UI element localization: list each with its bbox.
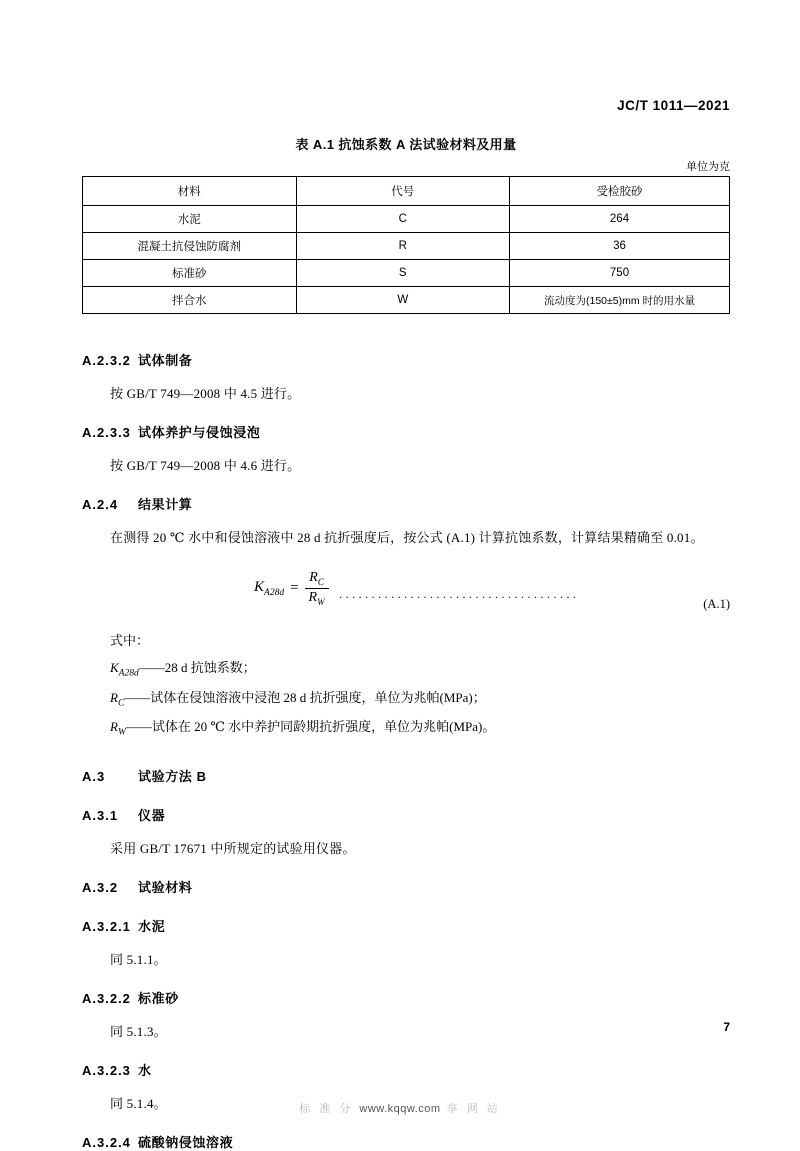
clause-body-a232: 按 GB/T 749—2008 中 4.5 进行。 — [110, 386, 301, 401]
formula-a1 — [82, 570, 730, 618]
cell-amount: 264 — [510, 206, 730, 233]
column-header-amount: 受检胶砂 — [510, 177, 730, 206]
clause-title: 标准砂 — [138, 990, 179, 1006]
clause-number: A.3.1 — [82, 807, 119, 823]
clause-number: A.2.3.3 — [82, 425, 131, 440]
footer-url: www.kqqw.com — [359, 1103, 441, 1115]
column-header-material: 材料 — [83, 177, 297, 206]
formula-denominator: $R_W$ — [308, 590, 325, 607]
cell-amount: 36 — [510, 233, 730, 260]
clause-number: A.3.2.3 — [82, 1062, 131, 1078]
clause-heading-a24 — [82, 494, 730, 513]
cell-code: C — [296, 206, 510, 233]
clause-title: 水泥 — [138, 918, 166, 934]
cell-amount: 750 — [510, 260, 730, 287]
table-header-row — [83, 177, 730, 206]
cell-material: 拌合水 — [83, 287, 297, 314]
clause-number: A.2.4 — [82, 497, 119, 512]
clause-heading-a32 — [82, 877, 730, 896]
where-label: 式中： — [110, 633, 150, 648]
clause-body-a233: 按 GB/T 749—2008 中 4.6 进行。 — [110, 458, 301, 473]
clause-number: A.3.2.1 — [82, 918, 131, 934]
clause-heading-a233 — [82, 422, 730, 441]
column-header-code: 代号 — [296, 177, 510, 206]
formula-equals: = — [290, 580, 299, 597]
symbol-definition: $R_W——$试体在 20 ℃ 水中养护同龄期抗折强度，单位为兆帕(MPa)。 — [110, 719, 496, 738]
standard-code-header: JC/T 1011—2021 — [617, 98, 730, 113]
clause-number: A.3.2.2 — [82, 990, 131, 1006]
formula-numerator: $R_C$ — [309, 570, 324, 587]
footer-left-mark: 标 准 分 — [299, 1103, 354, 1115]
clause-title: 硫酸钠侵蚀溶液 — [138, 1134, 234, 1150]
clause-title: 试验方法 B — [138, 768, 207, 784]
cell-material: 混凝土抗侵蚀防腐剂 — [83, 233, 297, 260]
table-row — [83, 206, 730, 233]
footer-right-mark: 享 网 站 — [446, 1103, 501, 1115]
clause-heading-a31 — [82, 805, 730, 824]
table-row — [83, 260, 730, 287]
cell-amount: 流动度为(150±5)mm 时的用水量 — [510, 287, 730, 314]
clause-number: A.3.2.4 — [82, 1134, 131, 1150]
clause-heading-a324 — [82, 1132, 730, 1151]
formula-number: (A.1) — [703, 597, 730, 611]
formula-lhs: $K_{A28d}$ — [254, 579, 285, 599]
clause-heading-a321 — [82, 916, 730, 935]
cell-material: 水泥 — [83, 206, 297, 233]
table-row — [83, 233, 730, 260]
clause-number: A.3.2 — [82, 879, 119, 895]
clause-title: 试体制备 — [138, 353, 193, 368]
table-unit-note: 单位为克 — [686, 161, 730, 173]
table-title: 表 A.1 抗蚀系数 A 法试验材料及用量 — [295, 137, 517, 152]
fraction-bar — [305, 588, 329, 589]
formula-fraction — [305, 570, 329, 607]
clause-title: 结果计算 — [138, 497, 193, 512]
clause-body-a321: 同 5.1.1。 — [110, 951, 167, 967]
cell-code: S — [296, 260, 510, 287]
body-blocks — [82, 330, 730, 1151]
table-row — [83, 287, 730, 314]
formula-leader-dots: ····································· — [338, 590, 579, 605]
cell-code: W — [296, 287, 510, 314]
cell-code: R — [296, 233, 510, 260]
clause-heading-a232 — [82, 350, 730, 369]
clause-heading-a322 — [82, 988, 730, 1007]
clause-body-a322: 同 5.1.3。 — [110, 1023, 167, 1039]
clause-body-a31: 采用 GB/T 17671 中所规定的试验用仪器。 — [110, 840, 356, 856]
clause-body-a24: 在测得 20 ℃ 水中和侵蚀溶液中 28 d 抗折强度后，按公式 (A.1) 计算抗蚀系数，计算结果精确至 0.01。 — [110, 530, 704, 545]
clause-heading-a3 — [82, 766, 730, 785]
clause-title: 试体养护与侵蚀浸泡 — [138, 425, 261, 440]
clause-body-a323: 同 5.1.4。 — [110, 1095, 167, 1111]
clause-title: 试验材料 — [138, 879, 193, 895]
clause-number: A.3 — [82, 768, 106, 784]
symbol-definition: $R_C——$试体在侵蚀溶液中浸泡 28 d 抗折强度，单位为兆帕(MPa)； — [110, 689, 486, 709]
cell-material: 标准砂 — [83, 260, 297, 287]
page-number: 7 — [723, 1020, 730, 1034]
clause-heading-a323 — [82, 1060, 730, 1079]
clause-number: A.2.3.2 — [82, 353, 131, 368]
clause-title: 水 — [138, 1062, 152, 1078]
footer-watermark — [0, 1100, 800, 1116]
formula-expression — [254, 570, 579, 607]
clause-title: 仪器 — [138, 807, 166, 823]
materials-table — [82, 176, 730, 314]
symbol-definition: $K_{A28d}——28$ d 抗蚀系数； — [110, 660, 256, 679]
